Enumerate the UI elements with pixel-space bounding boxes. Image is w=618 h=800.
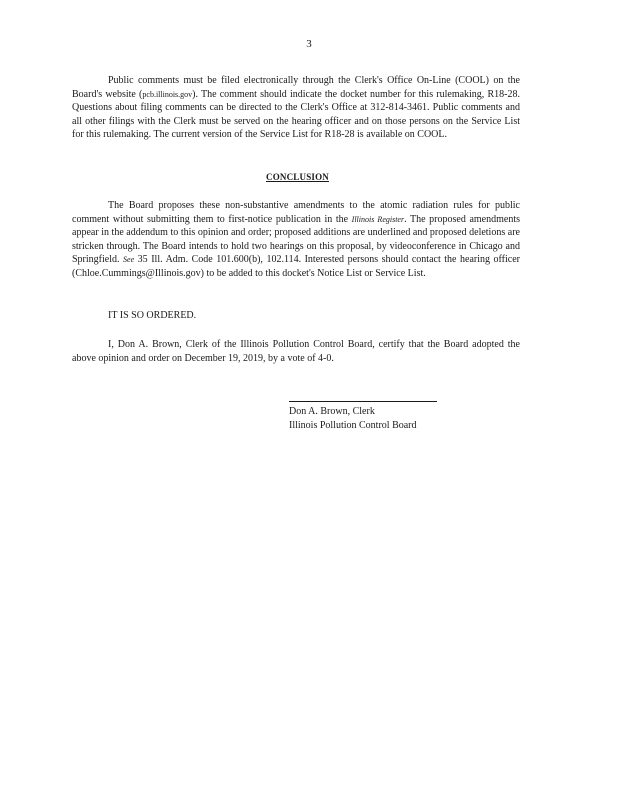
paragraph-text: Public comments must be filed electronically through the Clerk's Office On-Line (COOL) on the Board's website ( [72,75,520,100]
paragraph-text: . The proposed amendments appear in the addendum to this opinion and order; proposed additions are underlined and proposed deletions are stricken through. The Board intends to hold two hearings on this proposal, by videoconference in Chicago and Springfield. [72,213,520,266]
public-comments-paragraph [72,74,520,142]
page-number: 3 [306,38,312,50]
board-website: pcb.illinois.gov [142,89,193,99]
illinois-register-title: Illinois Register [351,214,405,224]
conclusion-paragraph [72,199,520,281]
paragraph-text: The Board proposes these non-substantive amendments to the atomic radiation rules for public comment without submitting them to first-notice publication in the [72,200,520,225]
signature-line [289,401,437,402]
conclusion-heading: CONCLUSION [266,172,330,182]
paragraph-text: 35 Ill. Adm. Code 101.600(b), 102.114. Interested persons should contact the hearing officer (Chloe.Cummings@Illinois.gov) to be added to this docket's Notice List or Service List. [72,254,520,279]
order-statement: IT IS SO ORDERED. [108,310,197,321]
clerk-certification: I, Don A. Brown, Clerk of the Illinois Pollution Control Board, certify that the Board adopted the above opinion and order on December 19, 2019, by a vote of 4-0. [72,339,520,364]
signatory-name: Don A. Brown, Clerk [289,406,375,417]
see-citation-signal: See [123,255,135,265]
paragraph-text: ). The comment should indicate the docket number for this rulemaking, R18-28. Questions about filing comments can be directed to the Clerk's Office at 312-814-3461. Public comments and all other filings with the Clerk must be served on the hearing officer and on those persons on the Service List for this rulemaking. The current version of the Service List for R18-28 is available on COOL. [72,88,520,141]
signatory-organization: Illinois Pollution Control Board [289,420,417,431]
